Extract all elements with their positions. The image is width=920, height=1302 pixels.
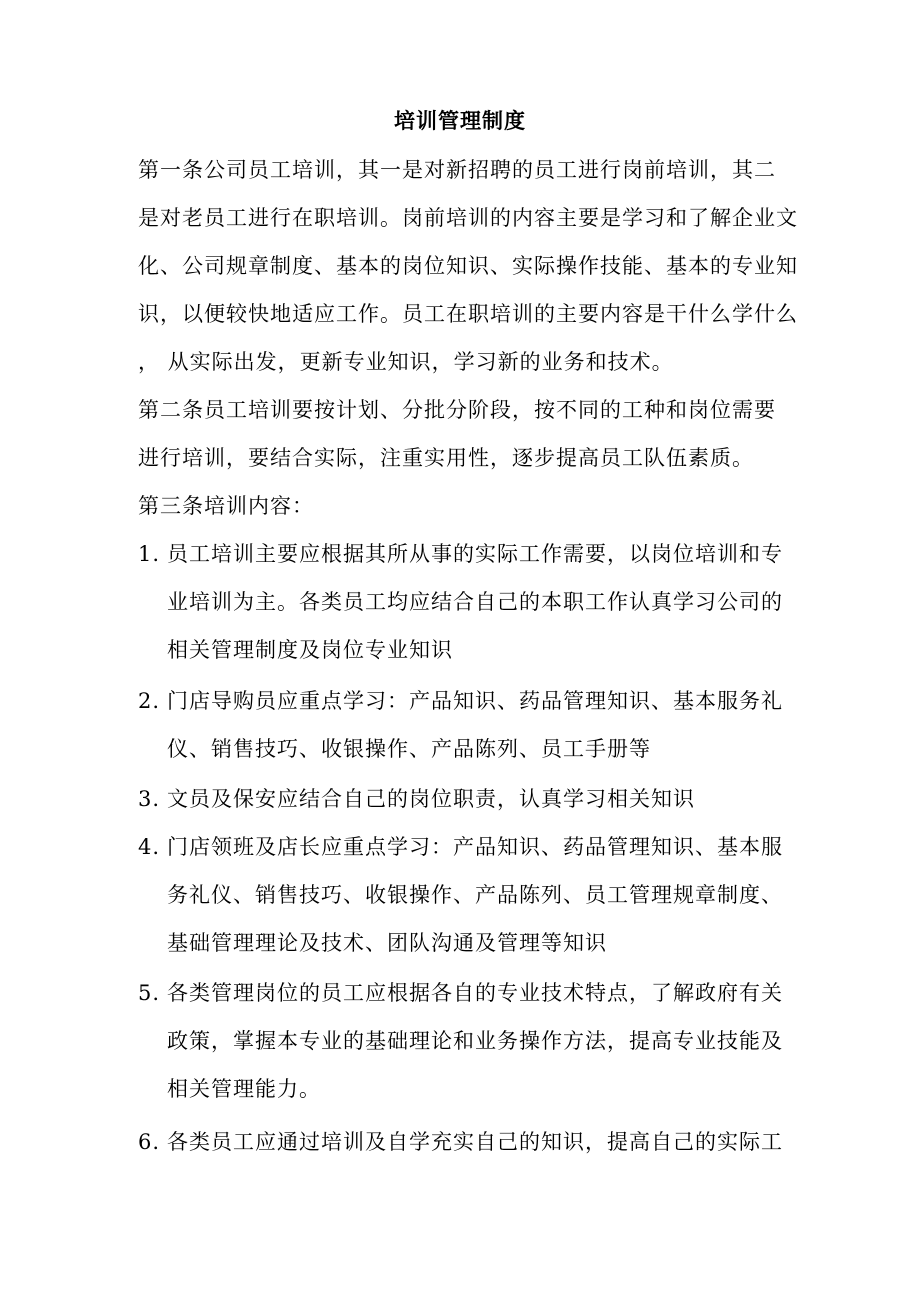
document-title: 培训管理制度 [394, 108, 526, 133]
list-item-line: 务礼仪、销售技巧、收银操作、产品陈列、员工管理规章制度、 [167, 883, 783, 907]
list-item-number: 2. [138, 689, 161, 713]
list-item-line: 仪、销售技巧、收银操作、产品陈列、员工手册等 [167, 737, 651, 761]
article-2-line: 进行培训，要结合实际，注重实用性，逐步提高员工队伍素质。 [138, 446, 754, 470]
list-item-body [167, 823, 807, 967]
list-item-line: 业培训为主。各类员工均应结合自己的本职工作认真学习公司的 [167, 590, 783, 614]
list-item-number: 3. [138, 787, 161, 811]
list-item-body [167, 530, 807, 674]
list-item-body [167, 677, 807, 773]
list-item-line: 门店领班及店长应重点学习：产品知识、药品管理知识、基本服 [167, 835, 783, 859]
article-3-heading-text: 第三条培训内容： [138, 494, 314, 518]
list-item-line: 各类员工应通过培训及自学充实自己的知识，提高自己的实际工 [167, 1130, 783, 1154]
list-item-number: 5. [138, 981, 161, 1005]
list-item-line: 政策，掌握本专业的基础理论和业务操作方法，提高专业技能及 [167, 1029, 783, 1053]
article-3-heading [138, 482, 798, 530]
list-item-number: 6. [138, 1130, 161, 1154]
list-item-line: 文员及保安应结合自己的岗位职责，认真学习相关知识 [167, 787, 695, 811]
list-item-line: 相关管理制度及岗位专业知识 [167, 638, 453, 662]
list-item-line: 相关管理能力。 [167, 1077, 321, 1101]
article-1-line: 是对老员工进行在职培训。岗前培训的内容主要是学习和了解企业文 [138, 206, 798, 230]
article-1-line: 化、公司规章制度、基本的岗位知识、实际操作技能、基本的专业知 [138, 254, 798, 278]
list-item-line: 门店导购员应重点学习：产品知识、药品管理知识、基本服务礼 [167, 689, 783, 713]
list-item-body [167, 969, 807, 1113]
list-item-line: 基础管理理论及技术、团队沟通及管理等知识 [167, 931, 607, 955]
article-2-line: 第二条员工培训要按计划、分批分阶段，按不同的工种和岗位需要 [138, 398, 776, 422]
list-item-body [167, 775, 807, 823]
list-item-line: 员工培训主要应根据其所从事的实际工作需要，以岗位培训和专 [167, 542, 783, 566]
article-1-line: 第一条公司员工培训，其一是对新招聘的员工进行岗前培训，其二 [138, 158, 776, 182]
article-1-line: ， 从实际出发，更新专业知识，学习新的业务和技术。 [138, 350, 674, 374]
article-1-line: 识，以便较快地适应工作。员工在职培训的主要内容是干什么学什么 [138, 302, 798, 326]
list-item-line: 各类管理岗位的员工应根据各自的专业技术特点，了解政府有关 [167, 981, 783, 1005]
list-item-number: 1. [138, 542, 161, 566]
article-1 [138, 146, 798, 386]
article-2 [138, 386, 798, 482]
list-item-body [167, 1118, 807, 1166]
list-item-number: 4. [138, 835, 161, 859]
